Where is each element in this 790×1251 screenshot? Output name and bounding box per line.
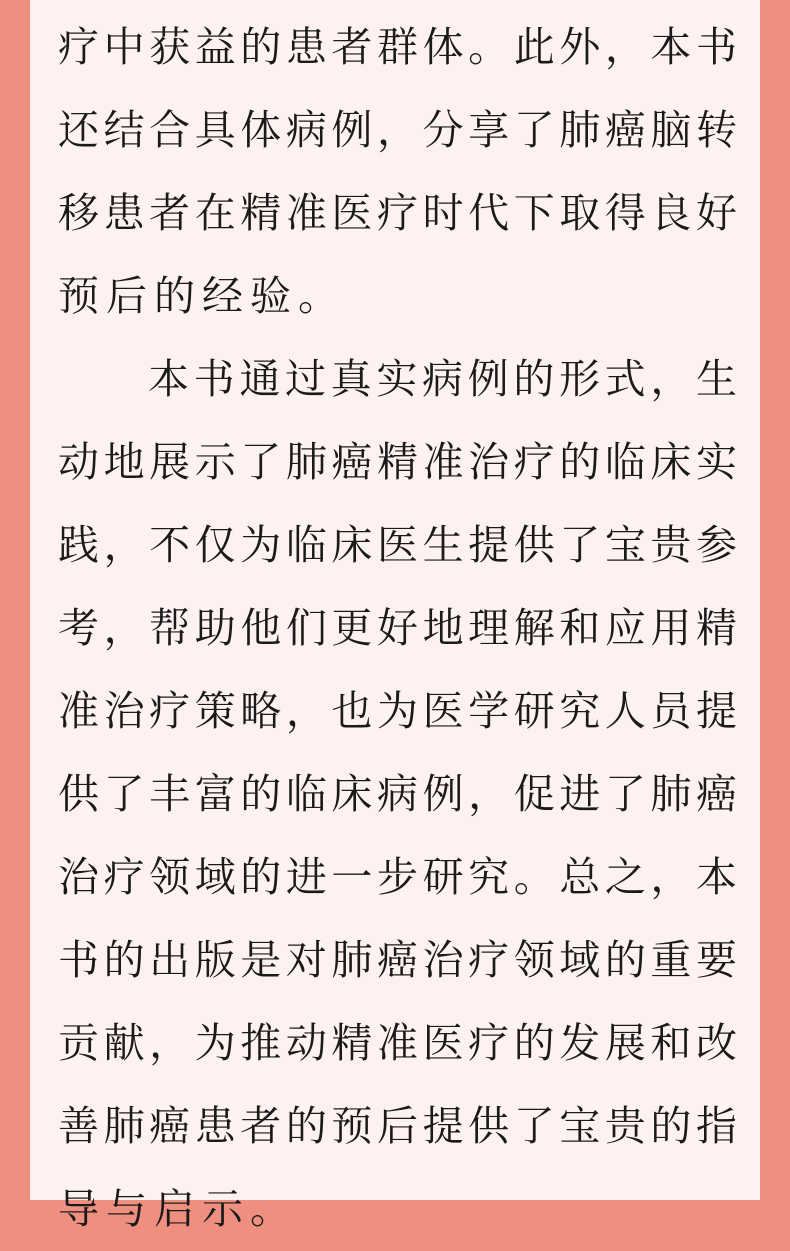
article-body: [58, 6, 738, 1251]
text-line: 供了丰富的临床病例，促进了肺癌: [58, 770, 738, 818]
text-line: 书的出版是对肺癌治疗领域的重要: [58, 936, 738, 984]
paragraph-2: [58, 338, 738, 1251]
text-line: 准治疗策略，也为医学研究人员提: [58, 687, 738, 735]
text-line: 移患者在精准医疗时代下取得良好: [58, 189, 738, 237]
text-line: 导与启示。: [58, 1185, 298, 1233]
text-line: 考，帮助他们更好地理解和应用精: [58, 604, 738, 652]
text-line: 疗中获益的患者群体。此外，本书: [58, 23, 738, 71]
text-line: 预后的经验。: [58, 272, 346, 320]
text-line: 本书通过真实病例的形式，生: [148, 355, 738, 403]
text-line: 还结合具体病例，分享了肺癌脑转: [58, 106, 738, 154]
text-line: 善肺癌患者的预后提供了宝贵的指: [58, 1102, 738, 1150]
text-line: 动地展示了肺癌精准治疗的临床实: [58, 438, 738, 486]
document-page: [30, 0, 760, 1233]
text-line: 践，不仅为临床医生提供了宝贵参: [58, 521, 738, 569]
paragraph-1: [58, 6, 738, 338]
text-line: 治疗领域的进一步研究。总之，本: [58, 853, 738, 901]
text-line: 贡献，为推动精准医疗的发展和改: [58, 1019, 738, 1067]
